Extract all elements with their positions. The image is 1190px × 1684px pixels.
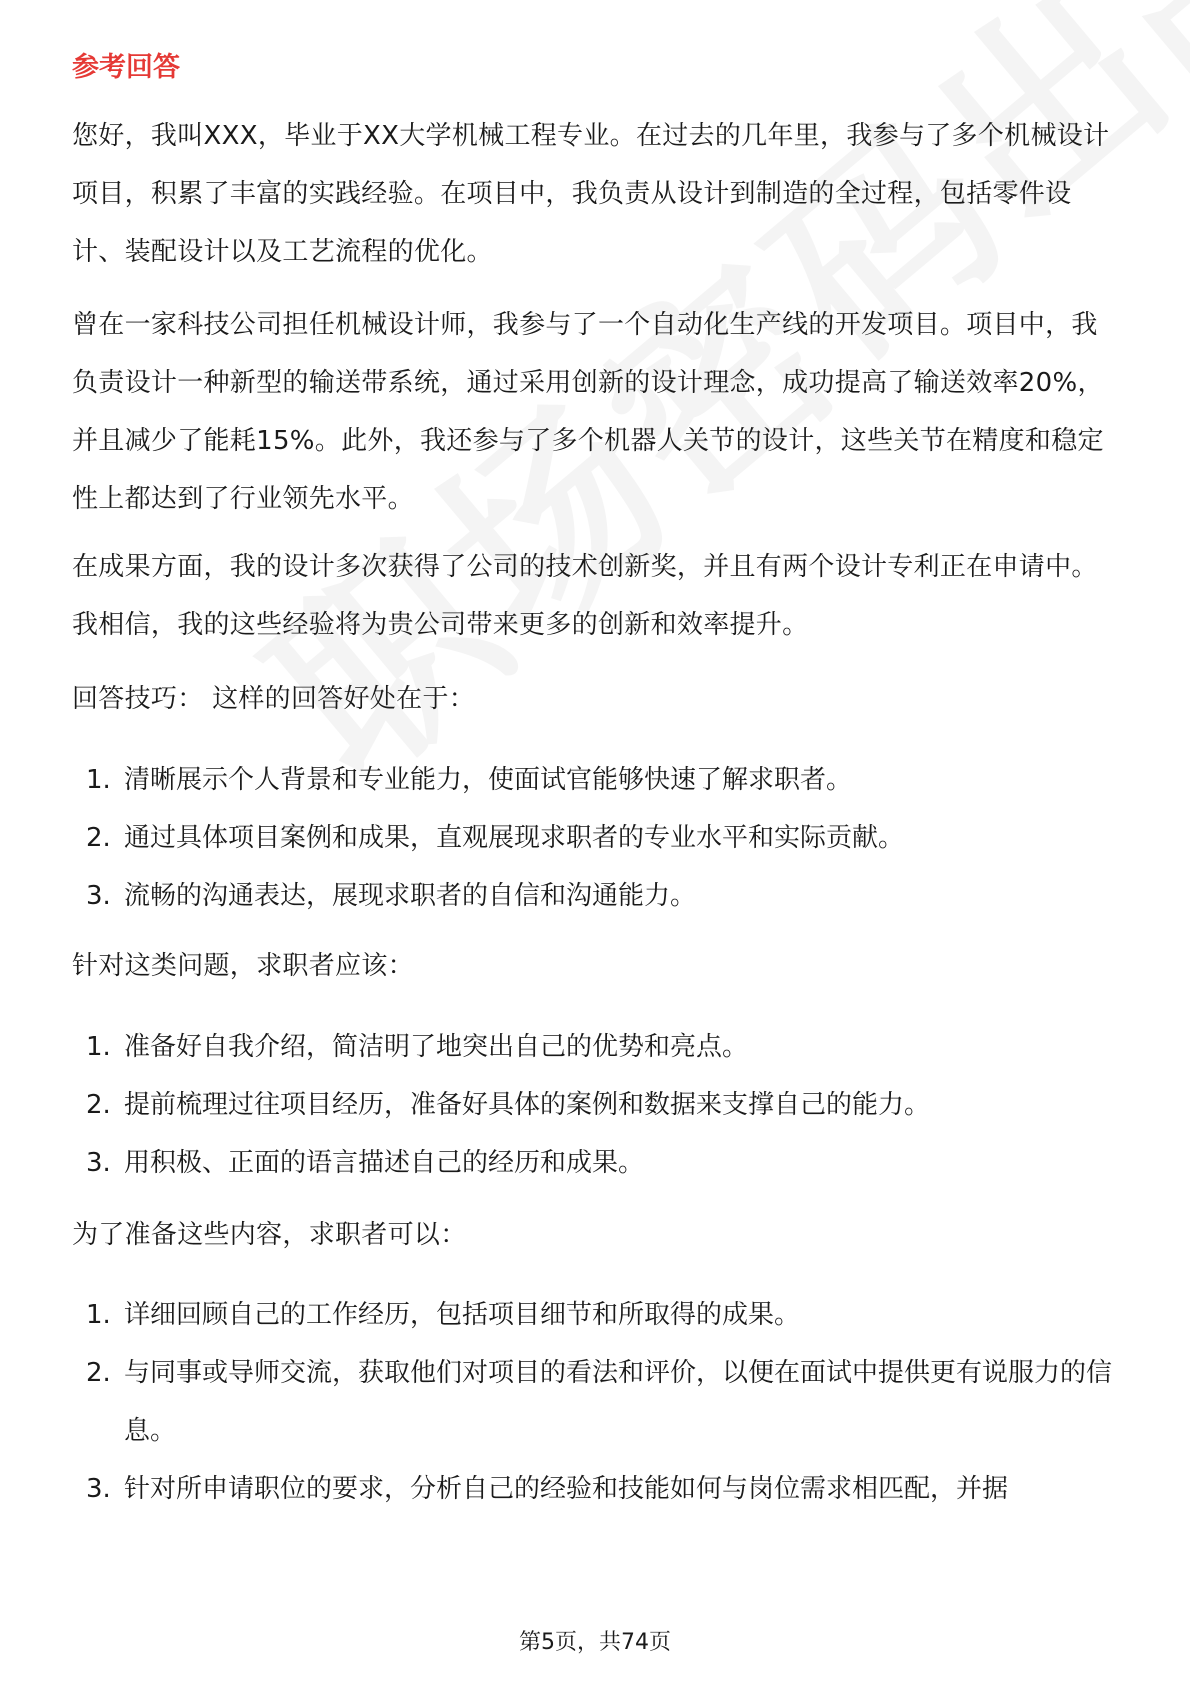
list-item-text: 用积极、正面的语言描述自己的经历和成果。 bbox=[124, 1148, 645, 1178]
list-item-text: 针对所申请职位的要求，分析自己的经验和技能如何与岗位需求相匹配，并据 bbox=[124, 1474, 1009, 1504]
list-item bbox=[72, 1344, 1122, 1460]
list-number: 1. bbox=[86, 765, 111, 795]
list-item bbox=[72, 1018, 1122, 1076]
tips-list bbox=[72, 751, 1122, 925]
list-number: 2. bbox=[86, 1358, 111, 1388]
list-item-text: 通过具体项目案例和成果，直观展现求职者的专业水平和实际贡献。 bbox=[124, 823, 905, 853]
list-item-text: 详细回顾自己的工作经历，包括项目细节和所取得的成果。 bbox=[124, 1300, 801, 1330]
list-number: 2. bbox=[86, 1090, 111, 1120]
list-number: 3. bbox=[86, 1474, 111, 1504]
section-heading: 参考回答 bbox=[72, 52, 180, 83]
prepare-list bbox=[72, 1286, 1122, 1518]
paragraph-achievements: 在成果方面，我的设计多次获得了公司的技术创新奖，并且有两个设计专利正在申请中。我相信，我的这些经验将为贵公司带来更多的创新和效率提升。 bbox=[72, 552, 1098, 640]
prepare-intro: 为了准备这些内容，求职者可以： bbox=[72, 1220, 467, 1250]
list-item-text: 提前梳理过往项目经历，准备好具体的案例和数据来支撑自己的能力。 bbox=[124, 1090, 931, 1120]
should-list bbox=[72, 1018, 1122, 1192]
list-number: 3. bbox=[86, 1148, 111, 1178]
should-intro: 针对这类问题，求职者应该： bbox=[72, 951, 414, 981]
paragraph-intro: 您好，我叫XXX，毕业于XX大学机械工程专业。在过去的几年里，我参与了多个机械设计项目，积累了丰富的实践经验。在项目中，我负责从设计到制造的全过程，包括零件设计、装配设计以及工艺流程的优化。 bbox=[72, 121, 1110, 267]
paragraph-experience: 曾在一家科技公司担任机械设计师，我参与了一个自动化生产线的开发项目。项目中，我负责设计一种新型的输送带系统，通过采用创新的设计理念，成功提高了输送效率20%，并且减少了能耗15%。此外，我还参与了多个机器人关节的设计，这些关节在精度和稳定性上都达到了行业领先水平。 bbox=[72, 310, 1104, 514]
list-item-text: 流畅的沟通表达，展现求职者的自信和沟通能力。 bbox=[124, 881, 697, 911]
list-item bbox=[72, 1460, 1122, 1518]
tips-intro: 回答技巧： 这样的回答好处在于： bbox=[72, 684, 476, 714]
list-item-text: 准备好自我介绍，简洁明了地突出自己的优势和亮点。 bbox=[124, 1032, 749, 1062]
list-item-text: 与同事或导师交流，获取他们对项目的看法和评价，以便在面试中提供更有说服力的信息。 bbox=[124, 1358, 1113, 1446]
list-item bbox=[72, 1286, 1122, 1344]
list-item bbox=[72, 1076, 1122, 1134]
list-number: 3. bbox=[86, 881, 111, 911]
list-number: 1. bbox=[86, 1300, 111, 1330]
list-item bbox=[72, 751, 1122, 809]
list-item bbox=[72, 1134, 1122, 1192]
page-number-footer: 第5页，共74页 bbox=[519, 1630, 671, 1655]
list-item bbox=[72, 867, 1122, 925]
list-number: 2. bbox=[86, 823, 111, 853]
list-item bbox=[72, 809, 1122, 867]
list-number: 1. bbox=[86, 1032, 111, 1062]
list-item-text: 清晰展示个人背景和专业能力，使面试官能够快速了解求职者。 bbox=[124, 765, 853, 795]
